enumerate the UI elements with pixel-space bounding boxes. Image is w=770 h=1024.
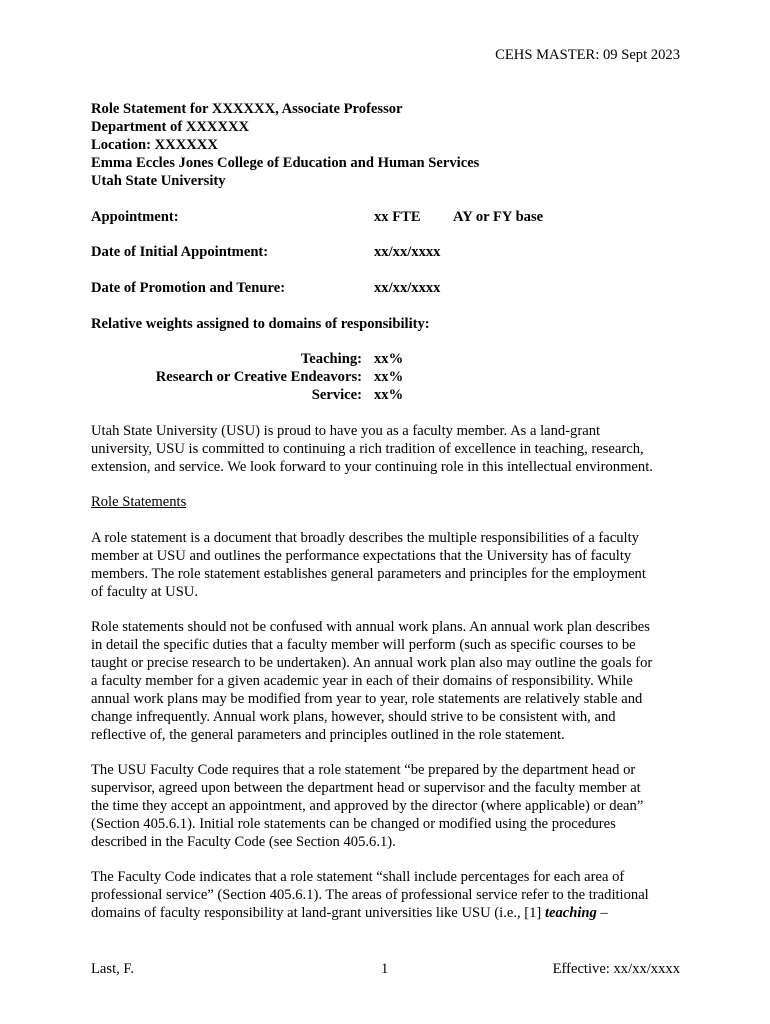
appointment-base: AY or FY base [453,209,544,225]
title-line-university: Utah State University [91,173,226,189]
last-line-end: – [596,905,608,921]
promotion-label: Date of Promotion and Tenure: [91,280,286,296]
paragraph-line: The Faculty Code indicates that a role statement “shall include percentages for each area of [91,869,625,885]
paragraph-line: professional service” (Section 405.6.1). The areas of professional service refer to the traditional [91,887,649,903]
paragraph-line-last [91,904,691,922]
weight-value-teaching: xx% [374,351,404,367]
intro-paragraph [91,422,691,476]
paragraph-line: taught or precise research to be undertaken). An annual work plan also may outline the goals for [91,655,653,671]
weight-row-research [0,368,770,386]
paragraph-line: member at USU and outlines the performance expectations that the University has of faculty [91,548,632,564]
paragraph-line: of faculty at USU. [91,584,198,600]
role-statement-paragraph-2 [91,618,691,744]
version-header: CEHS MASTER: 09 Sept 2023 [495,47,680,63]
weight-label-service: Service: [311,387,362,403]
initial-appointment-row [91,243,691,261]
weight-row-service [0,386,770,404]
paragraph-line: change infrequently. Annual work plans, however, should strive to be consistent with, and [91,709,616,725]
initial-appointment-value: xx/xx/xxxx [374,244,441,260]
promotion-value: xx/xx/xxxx [374,280,441,296]
title-line-college: Emma Eccles Jones College of Education and Human Services [91,155,480,171]
weights-table [0,350,770,404]
appointment-row [91,208,691,226]
role-statement-paragraph-1 [91,529,691,601]
section-heading-role-statements: Role Statements [91,494,187,510]
title-line-location: Location: XXXXXX [91,137,218,153]
weight-value-research: xx% [374,369,404,385]
paragraph-line: reflective of, the general parameters and principles outlined in the role statement. [91,727,565,743]
title-line-role: Role Statement for XXXXXX, Associate Professor [91,101,403,117]
paragraph-line: Role statements should not be confused with annual work plans. An annual work plan describes [91,619,650,635]
last-line-start: domains of faculty responsibility at land-grant universities like USU (i.e., [1] [91,905,545,921]
appointment-label: Appointment: [91,209,179,225]
paragraph-line: (Section 405.6.1). Initial role statements can be changed or modified using the procedures [91,816,616,832]
intro-line: extension, and service. We look forward to your continuing role in this intellectual environment. [91,459,653,475]
paragraph-line: members. The role statement establishes general parameters and principles for the employment [91,566,646,582]
promotion-row [91,279,691,297]
faculty-code-paragraph [91,761,691,851]
teaching-emphasis: teaching [544,905,597,921]
paragraph-line: annual work plans may be modified from year to year, role statements are relatively stable and [91,691,643,707]
weights-heading: Relative weights assigned to domains of responsibility: [91,316,430,332]
weight-label-teaching: Teaching: [300,351,362,367]
intro-line: university, USU is committed to continuing a rich tradition of excellence in teaching, research, [91,441,644,457]
footer-name: Last, F. [91,961,135,977]
paragraph-line: in detail the specific duties that a faculty member will perform (such as specific courses to be [91,637,636,653]
appointment-fte: xx FTE [374,209,421,225]
paragraph-line: described in the Faculty Code (see Section 405.6.1). [91,834,396,850]
paragraph-line: A role statement is a document that broadly describes the multiple responsibilities of a faculty [91,530,639,546]
paragraph-line: supervisor, agreed upon between the department head or supervisor and the faculty member at [91,780,641,796]
weight-value-service: xx% [374,387,404,403]
paragraph-line: a faculty member for a given academic year in each of their domains of responsibility. While [91,673,633,689]
weight-label-research: Research or Creative Endeavors: [155,369,362,385]
title-line-department: Department of XXXXXX [91,119,250,135]
paragraph-line: the time they accept an appointment, and approved by the director (where applicable) or dean” [91,798,644,814]
title-block [91,100,479,190]
footer-page-number: 1 [381,961,389,977]
footer-effective-date: Effective: xx/xx/xxxx [552,961,680,977]
paragraph-line: The USU Faculty Code requires that a role statement “be prepared by the department head or [91,762,636,778]
percentages-paragraph [91,868,691,922]
weight-row-teaching [0,350,770,368]
initial-appointment-label: Date of Initial Appointment: [91,244,269,260]
intro-line: Utah State University (USU) is proud to have you as a faculty member. As a land-grant [91,423,601,439]
